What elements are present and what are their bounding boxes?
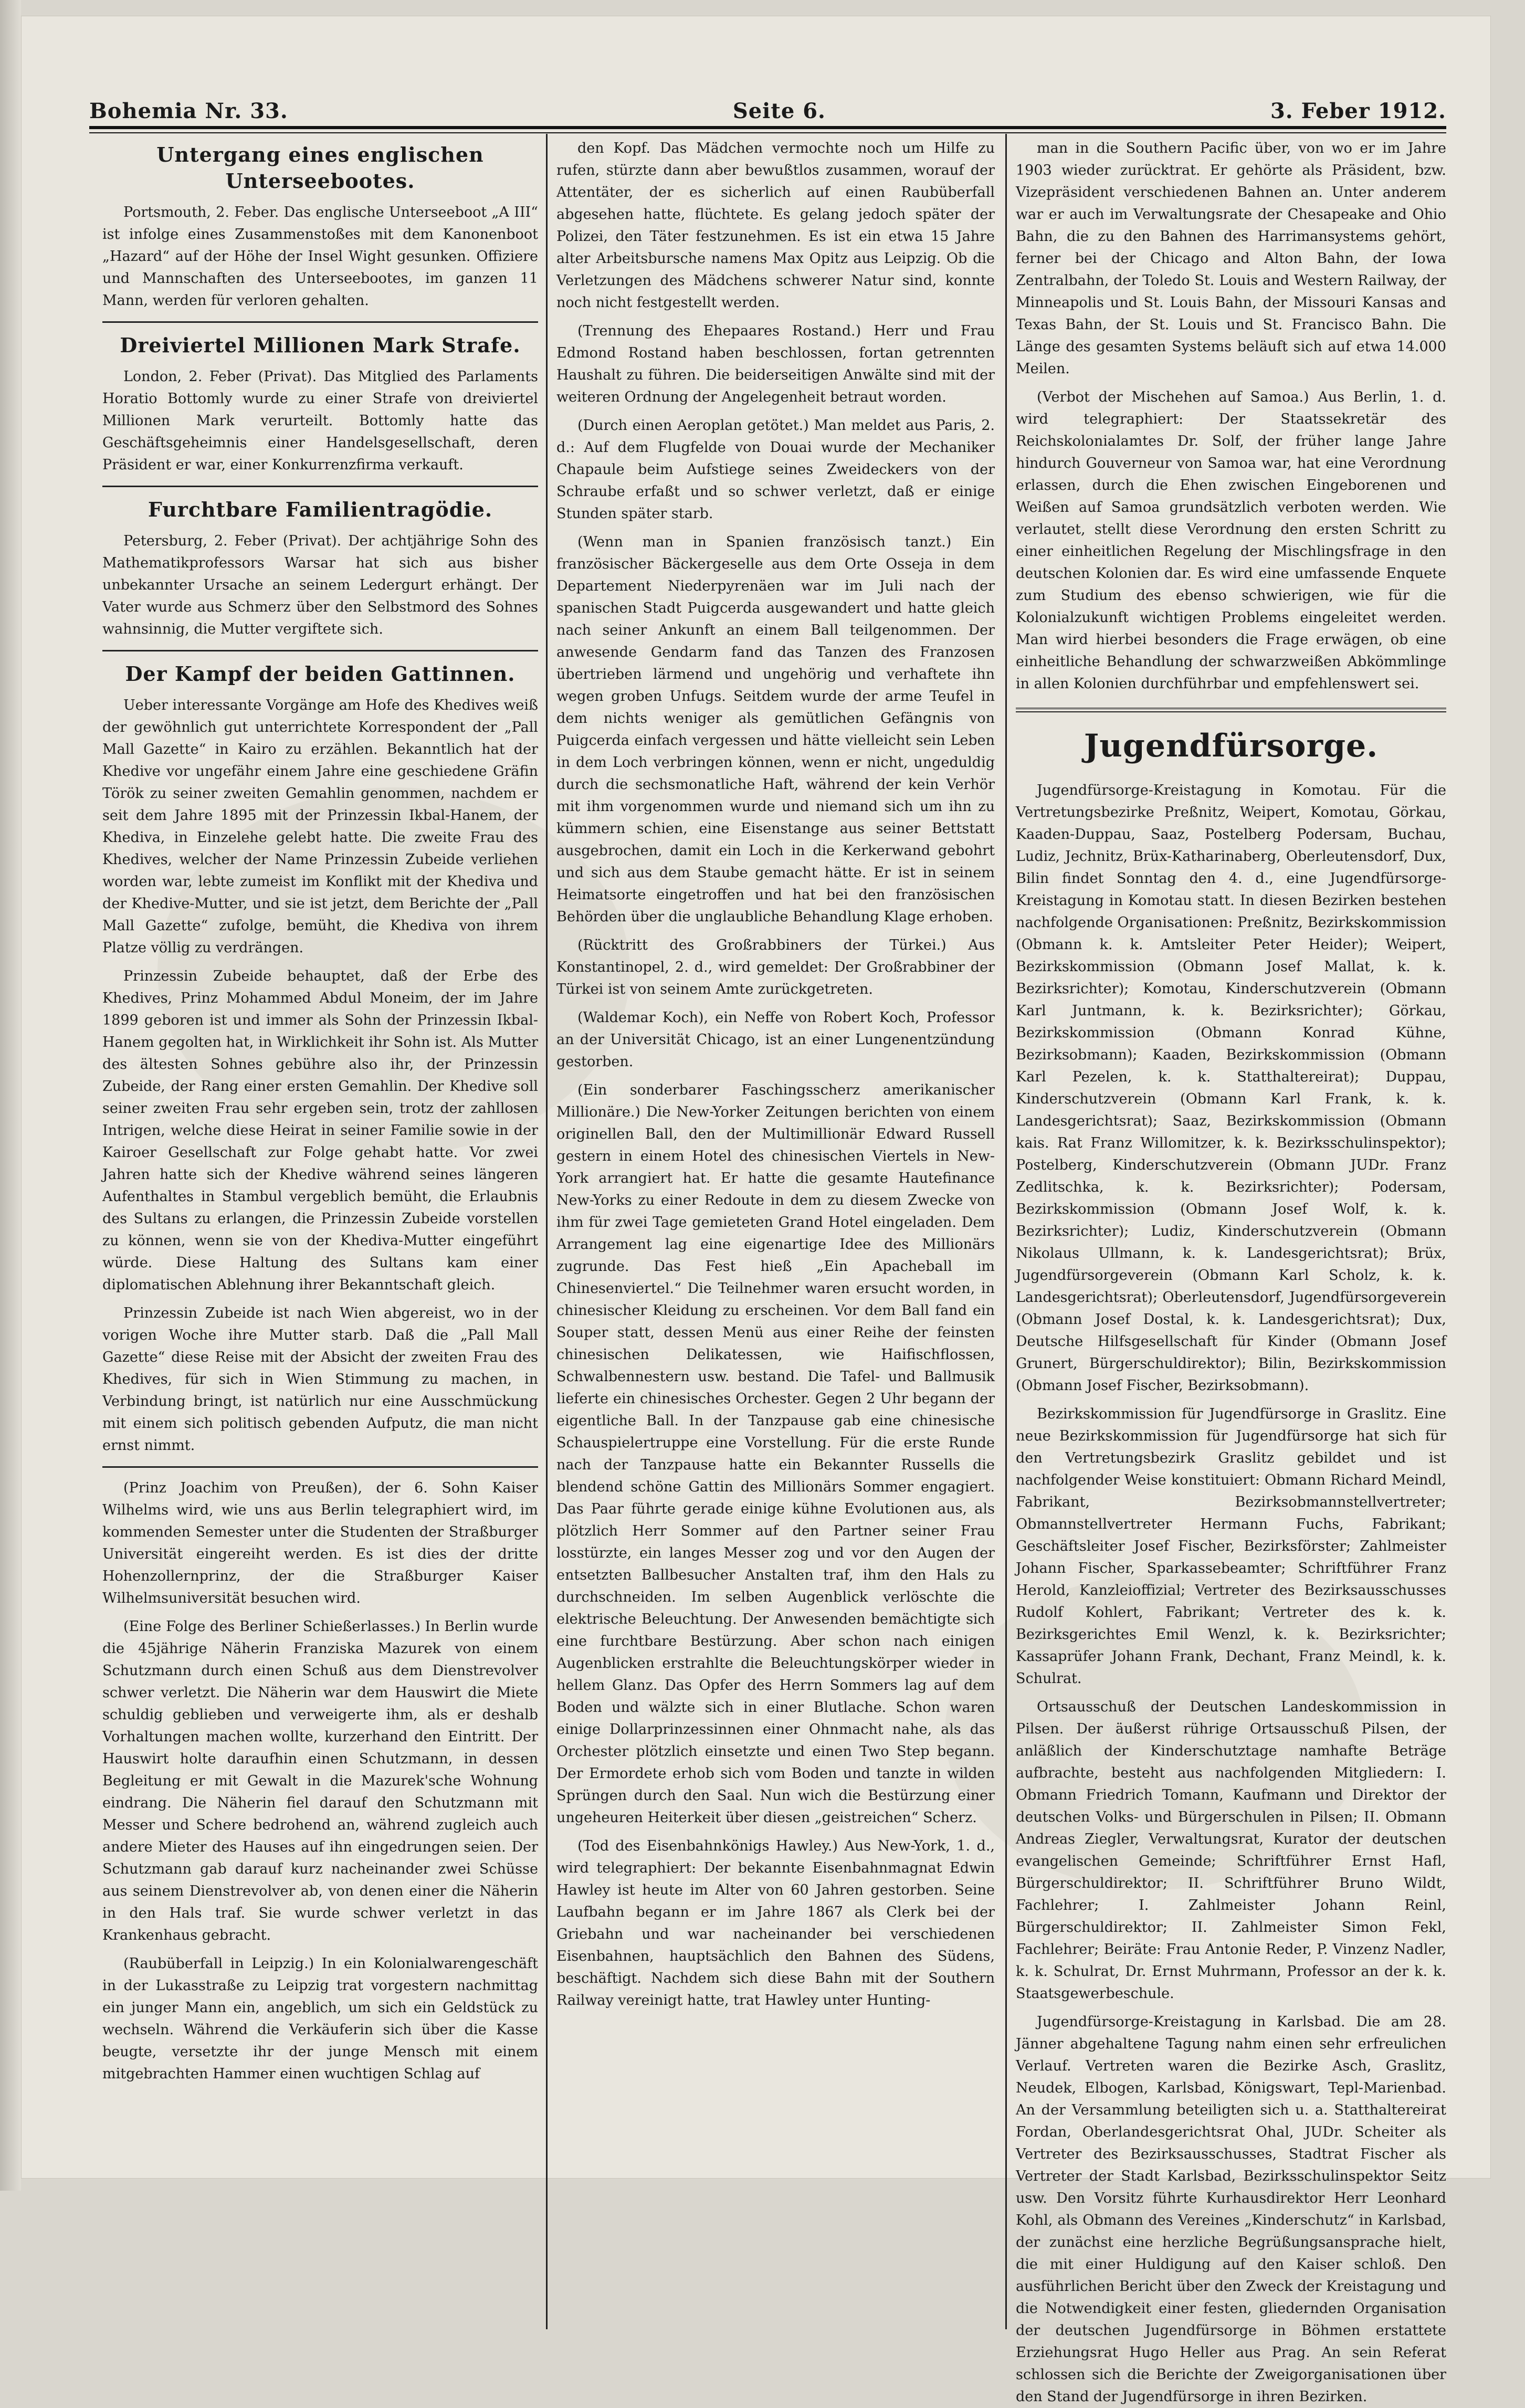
issue-date: 3. Feber 1912. [1270, 99, 1446, 123]
article-paragraph: den Kopf. Das Mädchen vermochte noch um Hilfe zu rufen, stürzte dann aber bewußtlos zusammen, worauf der Attentäter, der es sicherlich auf einen Raubüberfall abgesehen hatte, flüchtete. Es gelang jedoch später der Polizei, den Täter festzunehmen. Es ist ein etwa 15 Jahre alter Arbeitsbursche namens Max Opitz aus Leipzig. Ob die Verletzungen des Mädchens schwerer Natur sind, konnte noch nicht festgestellt werden. [556, 140, 995, 311]
article-paragraph: (Wenn man in Spanien französisch tanzt.) Ein französischer Bäckergeselle aus dem Orte Osseja in dem Departement Niederpyrenäen war im Juli nach der spanischen Stadt Puigcerda ausgewandert und hatte gleich nach seiner Ankunft an einem Ball teilgenommen. Der anwesende Gendarm fand das Tanzen des Franzosen übertrieben lärmend und ungehörig und verhaftete ihn wegen groben Unfugs. Seitdem wurde der arme Teufel in dem nichts weniger als gemütlichen Gefängnis von Puigcerda einfach vergessen und hätte vielleicht sein Leben in dem Loch verbringen können, wenn er nicht, ungeduldig durch die sechsmonatliche Haft, während der kein Verhör mit ihm vorgenommen wurde und niemand sich um ihn zu kümmern schien, eine Eisenstange aus seiner Bettstatt ausgebrochen, damit ein Loch in die Kerkerwand gebohrt und sich aus dem Staube gemacht hätte. Er ist in seinem Heimatsorte eingetroffen und hat bei den französischen Behörden über die unglaubliche Behandlung Klage erhoben. [556, 534, 995, 925]
masthead-rule [89, 126, 1446, 129]
column-divider [546, 134, 548, 2329]
article-paragraph: Jugendfürsorge-Kreistagung in Karlsbad. Die am 28. Jänner abgehaltene Tagung nahm einen sehr erfreulichen Verlauf. Vertreten waren die Bezirke Asch, Graslitz, Neudek, Elbogen, Karlsbad, Königswart, Tepl-Marienbad. An der Versammlung beteiligten sich u. a. Statthaltereirat Fordan, Oberlandesgerichtsrat Ohal, JUDr. Scheiter als Vertreter des Bezirksausschusses, Stadtrat Fischer als Vertreter der Stadt Karlsbad, Bezirksschulinspektor Seitz usw. Den Vorsitz führte Kurhausdirektor Herr Leonhard Kohl, als Obmann des Vereines „Kinderschutz“ in Karlsbad, der zunächst eine herzliche Begrüßungsansprache hielt, die mit einer Huldigung auf den Kaiser schloß. Den ausführlichen Bericht über den Zweck der Kreistagung und die Notwendigkeit einer festen, gliedernden Organisation der deutschen Jugendfürsorge in Böhmen erstattete Erziehungsrat Hugo Heller aus Prag. An sein Referat schlossen sich die Berichte der Zweigorganisationen über den Stand der Jugendfürsorge in ihren Bezirken. [1016, 2014, 1446, 2405]
section-title: Jugendfürsorge. [1084, 728, 1379, 764]
article-headline: Untergang eines englischen Unterseebootes. [156, 143, 484, 193]
article-paragraph: man in die Southern Pacific über, von wo er im Jahre 1903 wieder zurücktrat. Er gehörte als Präsident, bzw. Vizepräsident verschiedenen Bahnen an. Unter anderem war er auch im Verwaltungsrate der Chesapeake and Ohio Bahn, die zu den Bahnen des Harrimansystems gehört, ferner bei der Chicago and Alton Bahn, der Iowa Zentralbahn, der Toledo St. Louis and Western Railway, der Minneapolis und St. Louis Bahn, der Missouri Kansas and Texas Bahn, der St. Louis und St. Francisco Bahn. Die Länge des gesamten Systems beläuft sich auf etwa 14.000 Meilen. [1016, 140, 1446, 377]
column-2 [556, 138, 995, 2324]
section-separator [1016, 708, 1446, 712]
article-headline: Furchtbare Familientragödie. [148, 498, 493, 521]
article-paragraph: (Ein sonderbarer Faschingsscherz amerikanischer Millionäre.) Die New-Yorker Zeitungen berichten von einem originellen Ball, den der Multimillionär Edward Russell gestern in einem Hotel des chinesischen Viertels in New-York arrangiert hat. Er hatte die gesamte Hautefinance New-Yorks zu einer Redoute in dem zu diesem Zwecke von ihm für zwei Tage gemieteten Grand Hotel eingeladen. Dem Arrangement lag eine eigenartige Idee des Millionärs zugrunde. Das Fest hieß „Ein Apacheball im Chinesenviertel.“ Die Teilnehmer waren ersucht worden, in chinesischer Kleidung zu erscheinen. Vor dem Ball fand ein Souper statt, dessen Menü aus einer Reihe der feinsten chinesischen Delikatessen, wie Haifischflossen, Schwalbennestern usw. bestand. Die Tafel- und Ballmusik lieferte ein chinesisches Orchester. Gegen 2 Uhr begann der eigentliche Ball. In der Tanzpause gab eine chinesische Schauspielertruppe eine Vorstellung. Für die erste Runde nach der Tanzpause hatte ein Bekannter Russells die blendend schöne Gattin des Millionärs Sommer engagiert. Das Paar führte gerade einige kühne Evolutionen aus, als plötzlich Herr Sommer auf den Partner seiner Frau losstürzte, ein langes Messer zog und vor den Augen der entsetzten Ballbesucher Anstalten traf, ihm den Hals zu durchschneiden. Im selben Augenblick verlöschte die elektrische Beleuchtung. Der Anwesenden bemächtigte sich eine furchtbare Bestürzung. Aber schon nach einigen Augenblicken erstrahlte die Beleuchtungskörper wieder in hellem Glanz. Das Opfer des Herrn Sommers lag auf dem Boden und wälzte sich in einer Blutlache. Schon waren einige Dollarprinzessinnen einer Ohnmacht nahe, als das Orchester plötzlich einsetzte und einen Two Step begann. Der Ermordete erhob sich vom Boden und tanzte in wilden Sprüngen durch den Saal. Nun wich die Bestürzung einer ungeheuren Heiterkeit über diesen „geistreichen“ Scherz. [556, 1082, 995, 1826]
article-paragraph: (Raubüberfall in Leipzig.) In ein Kolonialwarengeschäft in der Lukasstraße zu Leipzig trat vorgestern nachmittag ein junger Mann ein, angeblich, um sich ein Geldstück zu wechseln. Während die Verkäuferin sich über die Kasse beugte, versetzte ihr der junge Mensch mit einem mitgebrachten Hammer einen wuchtigen Schlag auf [102, 1955, 538, 2082]
issue-number: Bohemia Nr. 33. [89, 99, 288, 123]
column-1 [102, 138, 538, 2324]
article-paragraph: (Rücktritt des Großrabbiners der Türkei.) Aus Konstantinopel, 2. d., wird gemeldet: Der Großrabbiner der Türkei ist von seinem Amte zurückgetreten. [556, 937, 995, 997]
article-separator [102, 650, 538, 651]
article-paragraph: London, 2. Feber (Privat). Das Mitglied des Parlaments Horatio Bottomly wurde zu einer Strafe von dreiviertel Millionen Mark verurteilt. Bottomly hatte das Geschäftsgeheimnis einer Handelsgesellschaft, deren Präsident er war, einer Konkurrenzfirma verkauft. [102, 369, 538, 473]
article-paragraph: Prinzessin Zubeide ist nach Wien abgereist, wo in der vorigen Woche ihre Mutter starb. Daß die „Pall Mall Gazette“ diese Reise mit der Absicht der zweiten Frau des Khedives, für sich in Wien Stimmung zu machen, in Verbindung bringt, ist natürlich nur eine Ausschmückung mit einem sich politisch gebenden Aufputz, die man nicht ernst nimmt. [102, 1305, 538, 1454]
article-separator [102, 321, 538, 323]
article-paragraph: (Trennung des Ehepaares Rostand.) Herr und Frau Edmond Rostand haben beschlossen, fortan getrennten Haushalt zu führen. Die beiderseitigen Anwälte sind mit der weiteren Ordnung der Angelegenheit betraut worden. [556, 323, 995, 405]
article-paragraph: (Tod des Eisenbahnkönigs Hawley.) Aus New-York, 1. d., wird telegraphiert: Der bekannte Eisenbahnmagnat Edwin Hawley ist heute im Alter von 60 Jahren gestorben. Seine Laufbahn begann er im Jahre 1867 als Clerk bei der Griebahn und war nacheinander bei verschiedenen Eisenbahnen, hauptsächlich den Bahnen des Südens, beschäftigt. Nachdem sich diese Bahn mit der Southern Railway vereinigt hatte, trat Hawley unter Hunting- [556, 1838, 995, 2009]
page-number: Seite 6. [732, 99, 826, 123]
page-binding [0, 0, 21, 2191]
article-separator [102, 1466, 538, 1468]
article-paragraph: (Prinz Joachim von Preußen), der 6. Sohn Kaiser Wilhelms wird, wie uns aus Berlin telegraphiert wird, im kommenden Semester unter die Studenten der Straßburger Universität eingereiht werden. Es ist dies der dritte Hohenzollernprinz, der die Straßburger Kaiser Wilhelmsuniversität besuchen wird. [102, 1480, 538, 1606]
article-paragraph: (Verbot der Mischehen auf Samoa.) Aus Berlin, 1. d. wird telegraphiert: Der Staatssekretär des Reichskolonialamtes Dr. Solf, der früher lange Jahre hindurch Gouverneur von Samoa war, hat eine Verordnung erlassen, durch die Ehen zwischen Eingeborenen und Weißen auf Samoa grundsätzlich verboten werden. Wie verlautet, stellt diese Verordnung den ersten Schritt zu einer einheitlichen Regelung der Mischlingsfrage in den deutschen Kolonien dar. Es wird eine umfassende Enquete zum Studium des ebenso schwierigen, wie für die Kolonialzukunft wichtigen Problems eingeleitet werden. Man wird hierbei besonders die Frage erwägen, ob eine einheitliche Behandlung der schwarzweißen Abkömmlinge in allen Kolonien durchführbar und empfehlenswert sei. [1016, 389, 1446, 692]
article-paragraph: Portsmouth, 2. Feber. Das englische Unterseeboot „A III“ ist infolge eines Zusammenstoßes mit dem Kanonenboot „Hazard“ auf der Höhe der Insel Wight gesunken. Offiziere und Mannschaften des Unterseebootes, im ganzen 11 Mann, werden für verloren gehalten. [102, 204, 538, 309]
article-paragraph: Bezirkskommission für Jugendfürsorge in Graslitz. Eine neue Bezirkskommission für Jugendfürsorge hat sich für den Vertretungsbezirk Graslitz gebildet und ist nachfolgender Weise konstituiert: Obmann Richard Meindl, Fabrikant, Bezirksobmannstellvertreter; Obmannstellvertreter Hermann Fuchs, Fabrikant; Geschäftsleiter Josef Fischer, Bezirksförster; Zahlmeister Johann Fischer, Sparkassebeamter; Schriftführer Franz Herold, Kanzleioffizial; Vertreter des Bezirksausschusses Rudolf Kohlert, Fabrikant; Vertreter des k. k. Bezirksgerichtes Emil Wenzl, k. k. Bezirksrichter; Kassaprüfer Johann Frank, Dechant, Franz Meindl, k. k. Schulrat. [1016, 1406, 1446, 1687]
page-masthead [89, 87, 1446, 123]
column-divider [1005, 134, 1007, 2329]
article-paragraph: Petersburg, 2. Feber (Privat). Der achtjährige Sohn des Mathematikprofessors Warsar hat sich aus bisher unbekannter Ursache an seinem Ledergurt erhängt. Der Vater wurde aus Schmerz über den Selbstmord des Sohnes wahnsinnig, die Mutter vergiftete sich. [102, 533, 538, 637]
article-paragraph: (Durch einen Aeroplan getötet.) Man meldet aus Paris, 2. d.: Auf dem Flugfelde von Douai wurde der Mechaniker Chapaule beim Aufstiege seines Zweideckers von der Schraube erfaßt und so schwer verletzt, daß er einige Stunden später starb. [556, 417, 995, 522]
article-separator [102, 486, 538, 487]
article-paragraph: Ortsausschuß der Deutschen Landeskommission in Pilsen. Der äußerst rührige Ortsausschuß Pilsen, der anläßlich der Kinderschutztage namhafte Beträge aufbrachte, besteht aus nachfolgenden Mitgliedern: I. Obmann Friedrich Tomann, Kaufmann und Direktor der deutschen Volks- und Bürgerschulen in Pilsen; II. Obmann Andreas Ziegler, Verwaltungsrat, Kurator der deutschen evangelischen Gemeinde; Schriftführer Ernst Hafl, Bürgerschuldirektor; II. Schriftführer Bruno Wildt, Fachlehrer; I. Zahlmeister Johann Reinl, Bürgerschuldirektor; II. Zahlmeister Simon Fekl, Fachlehrer; Beiräte: Frau Antonie Reder, P. Vinzenz Nadler, k. k. Schulrat, Dr. Ernst Muhrmann, Professor an der k. k. Staatsgewerbeschule. [1016, 1699, 1446, 2002]
article-headline: Der Kampf der beiden Gattinnen. [125, 662, 516, 686]
masthead-rule-thin [89, 132, 1446, 133]
article-paragraph: (Eine Folge des Berliner Schießerlasses.) In Berlin wurde die 45jährige Näherin Franziska Mazurek von einem Schutzmann durch einen Schuß aus dem Dienstrevolver schwer verletzt. Die Näherin war dem Hauswirt die Miete schuldig geblieben und verweigerte ihm, als er deshalb Vorhaltungen machen wollte, kurzerhand den Eintritt. Der Hauswirt holte daraufhin einen Schutzmann, in dessen Begleitung er mit Gewalt in die Mazurek'sche Wohnung eindrang. Die Näherin fiel darauf den Schutzmann mit Messer und Schere bedrohend an, während zugleich auch andere Mieter des Hauses auf ihn eingedrungen seien. Der Schutzmann gab darauf kurz nacheinander zwei Schüsse aus seinem Dienstrevolver ab, von denen einer die Näherin in den Hals traf. Sie wurde schwer verletzt in das Krankenhaus gebracht. [102, 1618, 538, 1943]
article-paragraph: Prinzessin Zubeide behauptet, daß der Erbe des Khedives, Prinz Mohammed Abdul Moneim, der im Jahre 1899 geboren ist und immer als Sohn der Prinzessin Ikbal-Hanem gegolten hat, in Wirklichkeit ihr Sohn ist. Als Mutter des ältesten Sohnes gebühre also ihr, der Prinzessin Zubeide, der Rang einer ersten Gemahlin. Der Khedive soll seiner zweiten Frau sehr ergeben sein, trotz der zahllosen Intrigen, welche diese Heirat in seiner Familie sowie in der Kairoer Gesellschaft zur Folge gehabt hatte. Vor zwei Jahren hatte sich der Khedive während seines längeren Aufenthaltes in Stambul vergeblich bemüht, die Erlaubnis des Sultans zu erlangen, die Prinzessin Zubeide vorstellen zu können, wenn sie von der Khediva-Mutter eingeführt würde. Diese Haltung des Sultans kam einer diplomatischen Ablehnung ihrer Bekanntschaft gleich. [102, 968, 538, 1293]
article-paragraph: Jugendfürsorge-Kreistagung in Komotau. Für die Vertretungsbezirke Preßnitz, Weipert, Komotau, Görkau, Kaaden-Duppau, Saaz, Postelberg Podersam, Buchau, Ludiz, Jechnitz, Brüx-Katharinaberg, Oberleutensdorf, Dux, Bilin findet Sonntag den 4. d., eine Jugendfürsorge-Kreistagung in Komotau statt. In diesen Bezirken bestehen nachfolgende Organisationen: Preßnitz, Bezirkskommission (Obmann k. k. Amtsleiter Peter Heider); Weipert, Bezirkskommission (Obmann Josef Mallat, k. k. Bezirksrichter); Komotau, Kinderschutzverein (Obmann Karl Juntmann, k. k. Bezirksrichter); Görkau, Bezirkskommission (Obmann Konrad Kühne, Bezirksobmann); Kaaden, Bezirkskommission (Obmann Karl Pezelen, k. k. Statthaltereirat); Duppau, Kinderschutzverein (Obmann Karl Frank, k. k. Landesgerichtsrat); Saaz, Bezirkskommission (Obmann kais. Rat Franz Willomitzer, k. k. Bezirksschulinspektor); Postelberg, Kinderschutzverein (Obmann JUDr. Franz Zedlitschka, k. k. Bezirksrichter); Podersam, Bezirkskommission (Obmann Josef Wolf, k. k. Bezirksrichter); Ludiz, Kinderschutzverein (Obmann Nikolaus Ullmann, k. k. Landesgerichtsrat); Brüx, Jugendfürsorgeverein (Obmann Karl Scholz, k. k. Landesgerichtsrat); Oberleutensdorf, Jugendfürsorgeverein (Obmann Josef Dostal, k. k. Landesgerichtsrat); Dux, Deutsche Hilfsgesellschaft für Kinder (Obmann Josef Grunert, Bürgerschuldirektor); Bilin, Bezirkskommission (Obmann Josef Fischer, Bezirksobmann). [1016, 782, 1446, 1394]
article-paragraph: (Waldemar Koch), ein Neffe von Robert Koch, Professor an der Universität Chicago, ist an einer Lungenentzündung gestorben. [556, 1010, 995, 1070]
column-3 [1016, 138, 1446, 2405]
article-paragraph: Ueber interessante Vorgänge am Hofe des Khedives weiß der gewöhnlich gut unterrichtete Korrespondent der „Pall Mall Gazette“ in Kairo zu erzählen. Bekanntlich hat der Khedive vor ungefähr einem Jahre eine geschiedene Gräfin Török zu seiner zweiten Gemahlin genommen, nachdem er seit dem Jahre 1895 mit der Prinzessin Ikbal-Hanem, der Khediva, in Einzelehe gelebt hatte. Die zweite Frau des Khedives, welcher der Name Prinzessin Zubeide verliehen worden war, lebte zumeist im Konflikt mit der Khediva und der Khedive-Mutter, und sie ist jetzt, dem Berichte der „Pall Mall Gazette“ zufolge, bemüht, die Khediva von ihrem Platze völlig zu verdrängen. [102, 697, 538, 956]
article-headline: Dreiviertel Millionen Mark Strafe. [120, 333, 521, 357]
